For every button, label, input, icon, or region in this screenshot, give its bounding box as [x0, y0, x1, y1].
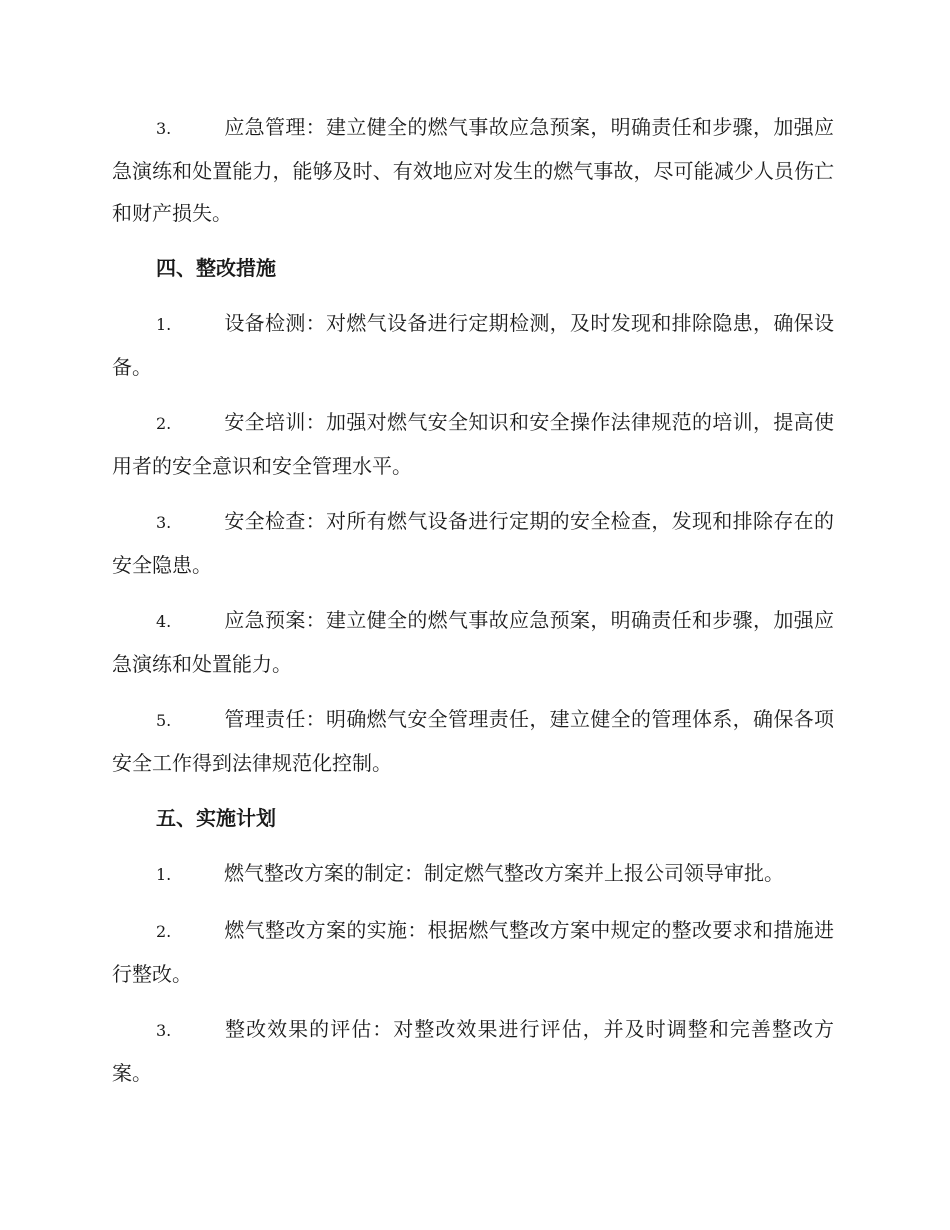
list-item [112, 106, 834, 234]
list-item [112, 401, 834, 487]
item-number: 1. [156, 315, 172, 334]
list-item [112, 852, 834, 896]
section-heading-measures: 四、整改措施 [156, 256, 276, 280]
item-number: 4. [156, 612, 172, 631]
section-heading-plan: 五、实施计划 [156, 806, 276, 830]
list-item [112, 500, 834, 586]
item-text: 安全培训：加强对燃气安全知识和安全操作法律规范的培训，提高使用者的安全意识和安全管理水平。 [112, 410, 834, 478]
item-text: 应急预案：建立健全的燃气事故应急预案，明确责任和步骤，加强应急演练和处置能力。 [112, 608, 834, 676]
item-text: 安全检查：对所有燃气设备进行定期的安全检查，发现和排除存在的安全隐患。 [112, 509, 834, 577]
item-number: 2. [156, 414, 172, 433]
item-text: 应急管理：建立健全的燃气事故应急预案，明确责任和步骤，加强应急演练和处置能力，能够及时、有效地应对发生的燃气事故，尽可能减少人员伤亡和财产损失。 [112, 115, 834, 225]
item-number: 3. [156, 119, 172, 138]
document-body [112, 106, 834, 1107]
item-number: 3. [156, 1021, 172, 1040]
item-number: 2. [156, 922, 172, 941]
item-text: 整改效果的评估：对整改效果进行评估，并及时调整和完善整改方案。 [112, 1017, 834, 1085]
list-item [112, 599, 834, 685]
item-text: 管理责任：明确燃气安全管理责任，建立健全的管理体系，确保各项安全工作得到法律规范化控制。 [112, 707, 834, 775]
item-text: 燃气整改方案的制定：制定燃气整改方案并上报公司领导审批。 [224, 861, 784, 885]
item-text: 燃气整改方案的实施：根据燃气整改方案中规定的整改要求和措施进行整改。 [112, 918, 834, 986]
list-item [112, 1008, 834, 1094]
item-number: 1. [156, 865, 172, 884]
item-number: 5. [156, 711, 172, 730]
list-item [112, 698, 834, 784]
item-number: 3. [156, 513, 172, 532]
item-text: 设备检测：对燃气设备进行定期检测，及时发现和排除隐患，确保设备。 [112, 311, 834, 379]
list-item [112, 302, 834, 388]
list-item [112, 909, 834, 995]
